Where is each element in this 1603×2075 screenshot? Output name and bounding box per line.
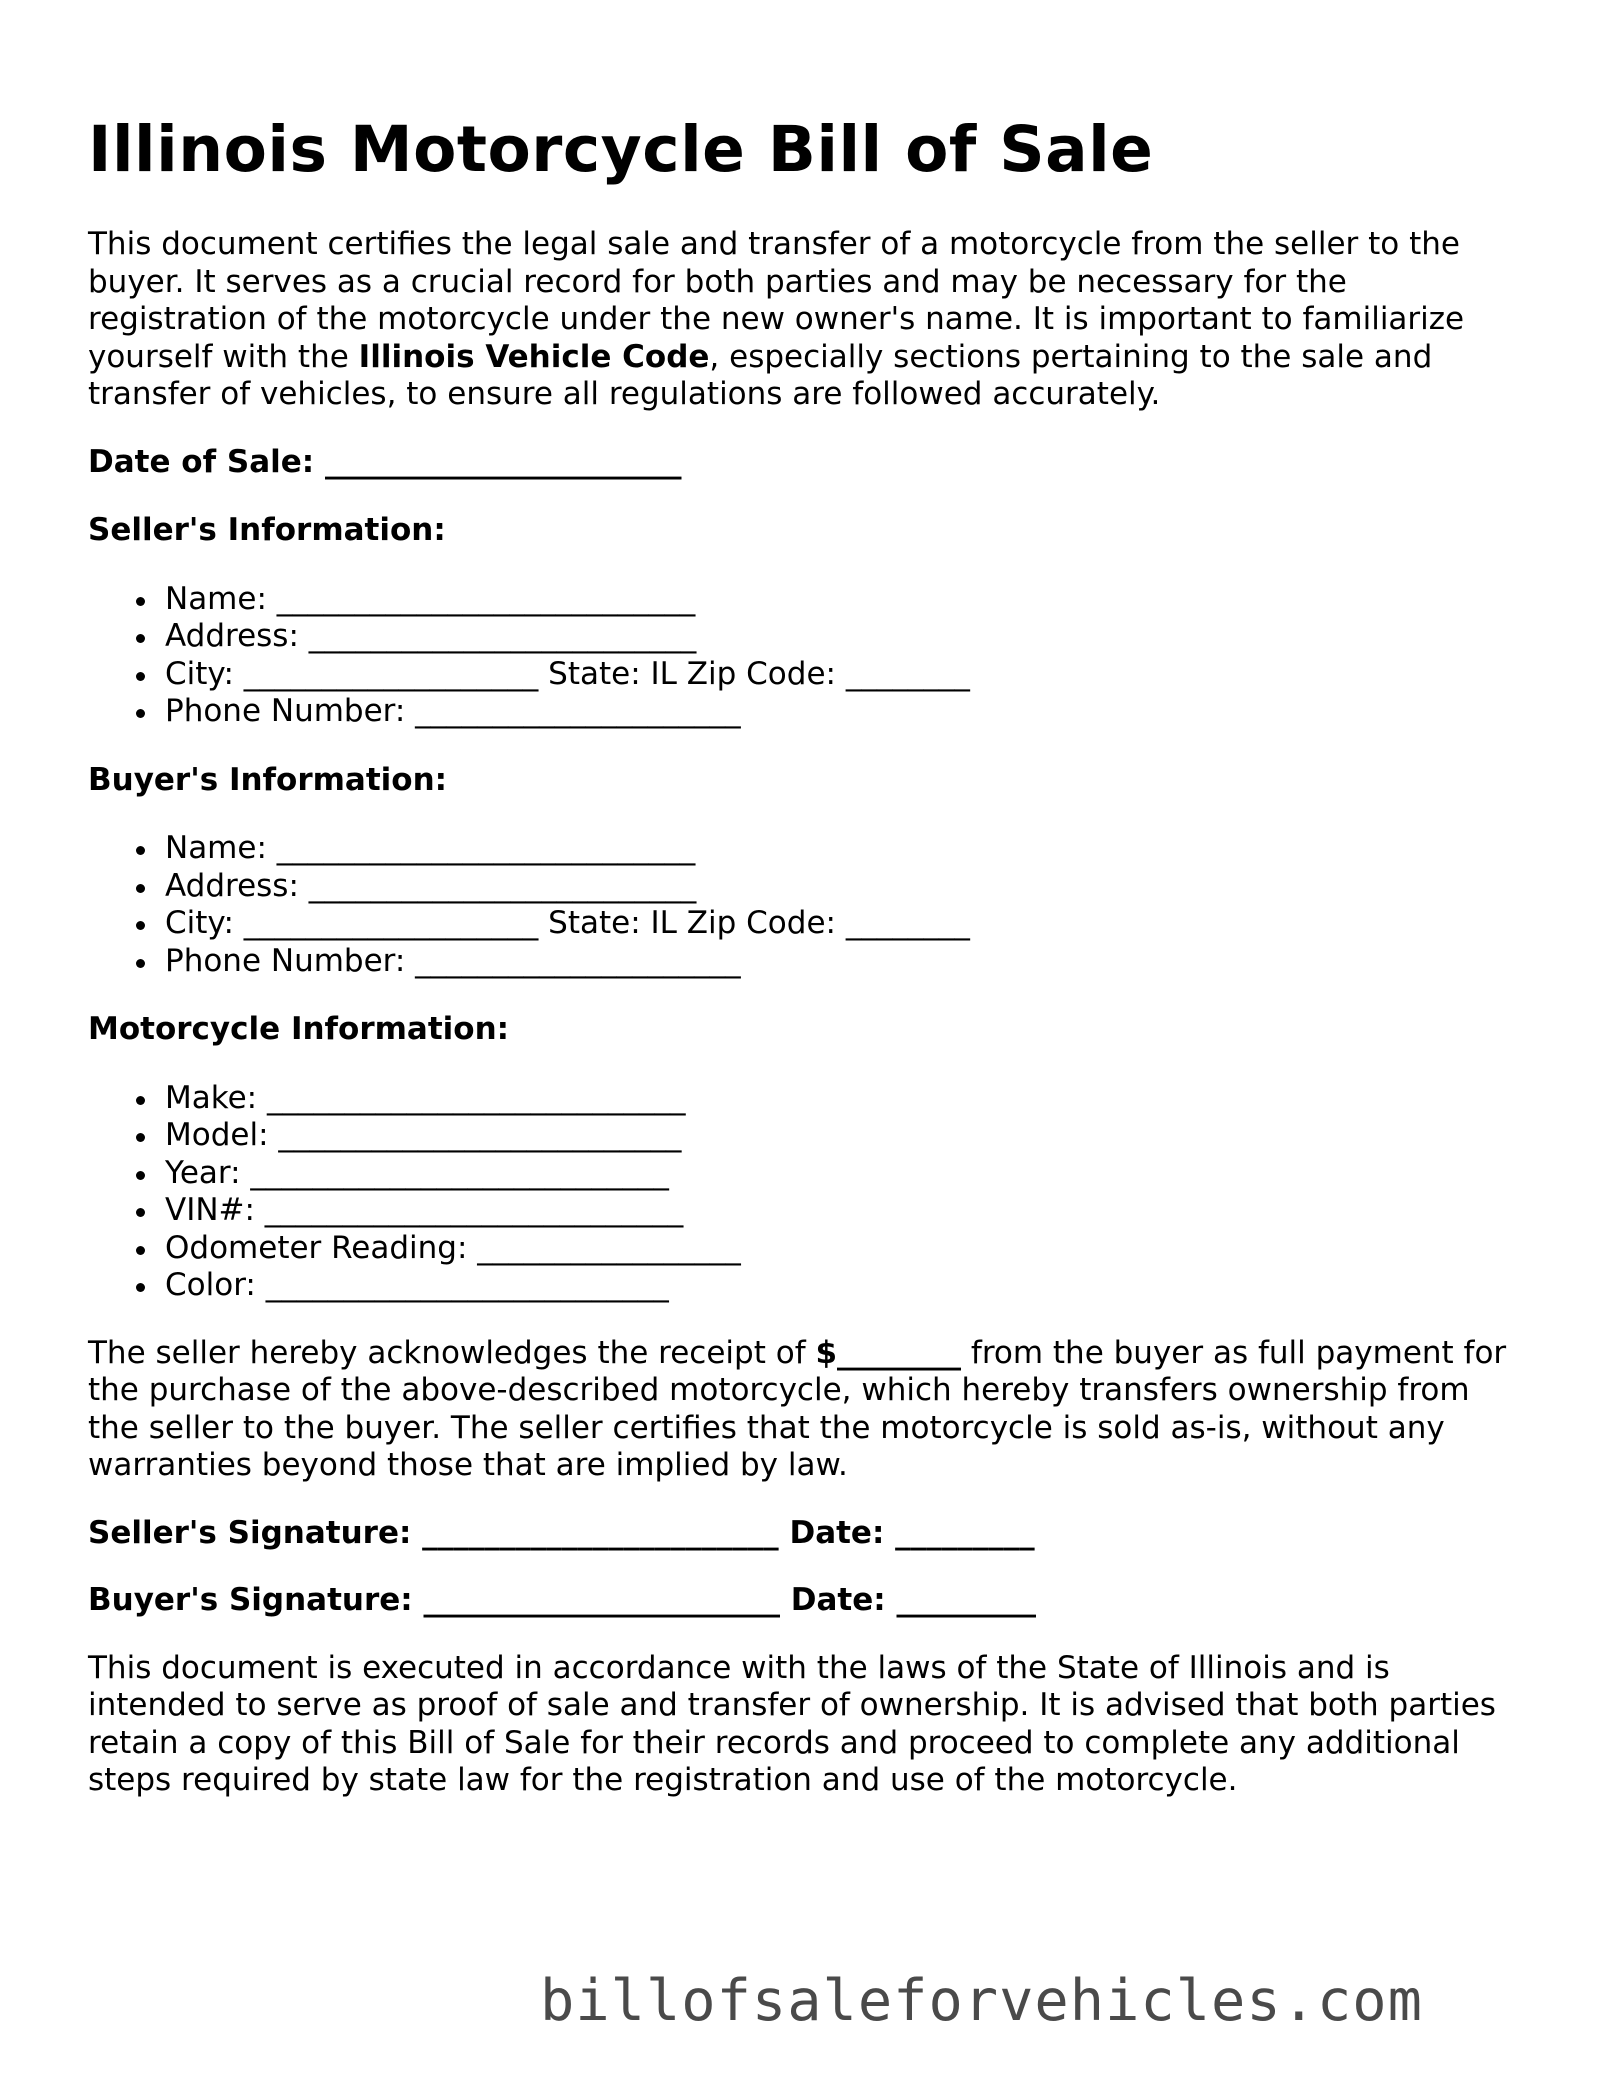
seller-signature-field[interactable]: Seller's Signature: _______________________ Date: _________	[88, 1514, 1035, 1551]
intro-bold-code: Illinois Vehicle Code	[358, 338, 710, 375]
acknowledgement-paragraph	[88, 1335, 1508, 1485]
closing-paragraph: This document is executed in accordance with the laws of the State of Illinois and is intended to serve as proof of sale and transfer of ownership. It is advised that both parties retain a copy of this Bill of Sale for their records and proceed to complete any additional steps required by state law for the registration and use of the motorcycle.	[88, 1649, 1496, 1798]
motorcycle-odometer-field[interactable]: Odometer Reading: _________________	[165, 1230, 1528, 1268]
seller-info-heading: Seller's Information:	[88, 512, 446, 548]
buyer-name-field[interactable]: Name: ___________________________	[165, 830, 1528, 868]
intro-text-2: , especially sections pertaining to the sale and transfer of vehicles, to ensure all regulations are followed accurately.	[88, 338, 1433, 412]
seller-info-list	[88, 581, 1528, 731]
buyer-info-heading: Buyer's Information:	[88, 761, 448, 798]
date-of-sale-field[interactable]: Date of Sale: _______________________	[88, 443, 682, 480]
payment-amount-field[interactable]: $________	[815, 1334, 962, 1371]
motorcycle-color-field[interactable]: Color: __________________________	[165, 1267, 1528, 1305]
motorcycle-model-field[interactable]: Model: __________________________	[165, 1117, 1528, 1155]
seller-name-field[interactable]: Name: ___________________________	[165, 581, 1528, 619]
motorcycle-info-list	[88, 1080, 1528, 1305]
buyer-signature-field[interactable]: Buyer's Signature: _______________________ Date: _________	[88, 1582, 1036, 1618]
buyer-address-field[interactable]: Address: _________________________	[165, 868, 1528, 906]
buyer-city-field[interactable]: City: ___________________ State: IL Zip Code: ________	[165, 905, 1528, 943]
buyer-info-list	[88, 830, 1528, 980]
intro-text-1: This document certifies the legal sale and transfer of a motorcycle from the seller to the buyer. It serves as a crucial record for both parties and may be necessary for the registration of the motorcycle under the new owner's name. It is important to familiarize yourself with the	[88, 226, 1465, 375]
seller-phone-field[interactable]: Phone Number: _____________________	[165, 693, 1528, 731]
seller-city-field[interactable]: City: ___________________ State: IL Zip Code: ________	[165, 656, 1528, 694]
motorcycle-info-heading: Motorcycle Information:	[88, 1011, 510, 1047]
site-watermark: billofsaleforvehicles.com	[540, 1968, 1423, 2034]
motorcycle-year-field[interactable]: Year: ___________________________	[165, 1155, 1528, 1193]
seller-address-field[interactable]: Address: _________________________	[165, 618, 1528, 656]
ack-text-2: from the buyer as full payment for the purchase of the above-described motorcycle, which hereby transfers ownership from the seller to the buyer. The seller certifies that the motorcycle is sold as-is, without any warranties beyond those that are implied by law.	[88, 1334, 1507, 1483]
intro-paragraph	[88, 226, 1508, 414]
motorcycle-make-field[interactable]: Make: ___________________________	[165, 1080, 1528, 1118]
buyer-phone-field[interactable]: Phone Number: _____________________	[165, 943, 1528, 981]
motorcycle-vin-field[interactable]: VIN#: ___________________________	[165, 1192, 1528, 1230]
ack-text-1: The seller hereby acknowledges the receipt of	[88, 1334, 816, 1371]
document-page	[88, 112, 1528, 1800]
document-title: Illinois Motorcycle Bill of Sale	[88, 113, 1154, 186]
